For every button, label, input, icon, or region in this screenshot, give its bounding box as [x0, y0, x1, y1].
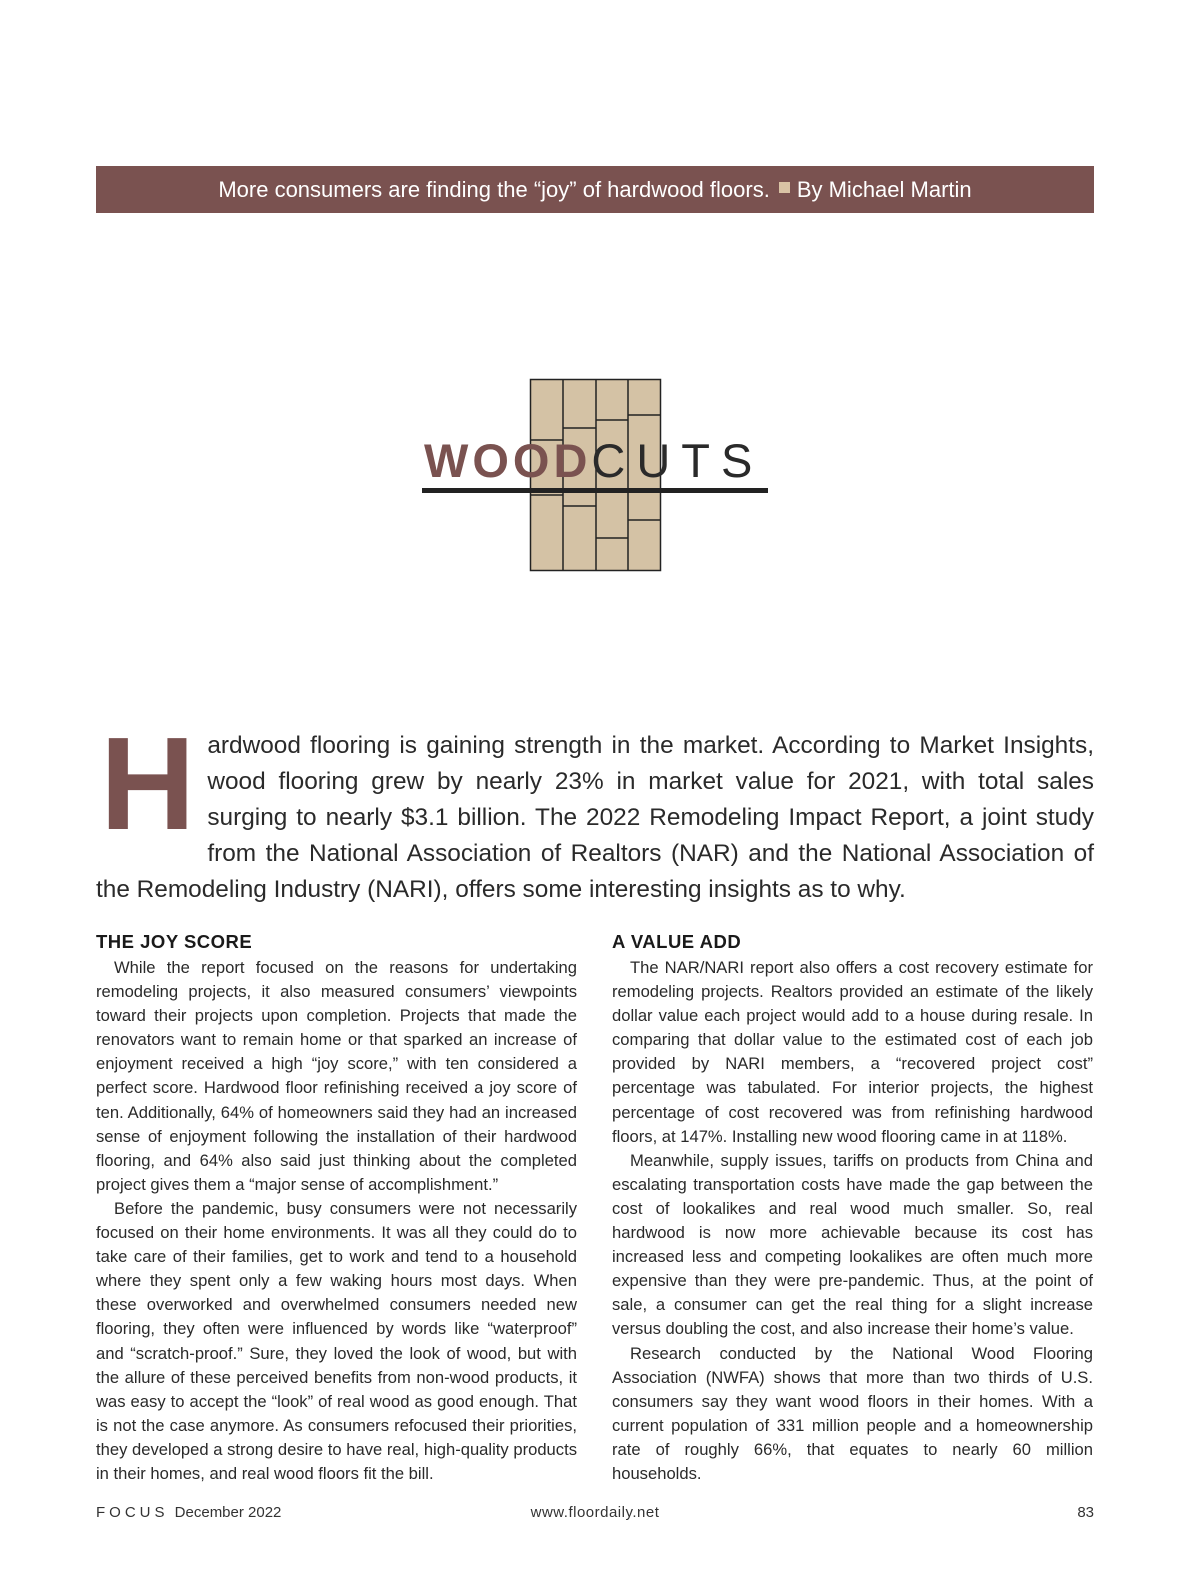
- drop-cap: H: [100, 710, 196, 857]
- left-column: [96, 930, 577, 1486]
- byline: By Michael Martin: [796, 176, 972, 202]
- section-heading-value-add: A VALUE ADD: [612, 931, 742, 952]
- body-paragraph: Meanwhile, supply issues, tariffs on products from China and escalating transportation costs have made the gap between the cost of lookalikes and real wood much smaller. So, real hardwood is now more achievable because its cost has increased less and competing lookalikes are often much more expensive than they were pre-pandemic. Thus, at the point of sale, a consumer can get the real thing for a slight increase versus doubling the cost, and also increase their home’s value.: [612, 1150, 1093, 1339]
- logo-word-wood: WOOD: [424, 434, 592, 487]
- body-paragraph: Before the pandemic, busy consumers were not necessarily focused on their home environments. It was all they could do to take care of their families, get to work and tend to a household where they spent only a few waking hours most days. When these overworked and overwhelmed consumers needed new flooring, they often were influenced by words like “waterproof” and “scratch-proof.” Sure, they loved the look of wood, but with the allure of these perceived benefits from non-wood products, it was easy to accept the “look” of real wood as good enough. That is not the case anymore. As consumers refocused their priorities, they developed a strong desire to have real, high-quality products in their homes, and real wood floors fit the bill.: [96, 1198, 577, 1483]
- page-number: 83: [1077, 1504, 1094, 1521]
- body-paragraph: Research conducted by the National Wood Flooring Association (NWFA) shows that more than two thirds of U.S. consumers say they want wood floors in their homes. With a current population of 331 million people and a homeownership rate of roughly 66%, that equates to nearly 60 million households.: [612, 1343, 1093, 1483]
- article-banner: [96, 166, 1094, 213]
- lede-text: ardwood flooring is gaining strength in the market. According to Market Insights, wood flooring grew by nearly 23% in market value for 2021, with total sales surging to nearly $3.1 billion. The 2022 Remodeling Impact Report, a joint study from the National Association of Realtors (NAR) and the National Association of the Remodeling Industry (NARI), offers some interesting insights as to why.: [96, 732, 1094, 903]
- logo-underline-rule: [422, 488, 768, 493]
- section-heading-joy-score: THE JOY SCORE: [96, 931, 253, 952]
- bullet-square-icon: [779, 182, 790, 193]
- website-link[interactable]: www.floordaily.net: [530, 1504, 660, 1521]
- body-paragraph: The NAR/NARI report also offers a cost recovery estimate for remodeling projects. Realtors provided an estimate of the likely dollar value each project would add to a house during resale. In comparing that dollar value to the estimated cost of each job provided by NARI members, a “recovered project cost” percentage was tabulated. For interior projects, the highest percentage of cost recovered was from refinishing hardwood floors, at 147%. Installing new wood flooring came in at 118%.: [612, 958, 1093, 1146]
- woodcuts-logo-wordmark: [424, 434, 763, 488]
- banner-tagline: More consumers are finding the “joy” of hardwood floors.: [218, 176, 770, 202]
- body-paragraph: While the report focused on the reasons for undertaking remodeling projects, it also measured consumers’ viewpoints toward their projects upon completion. Projects that made the renovators want to remain home or that sparked an increase of enjoyment received a high “joy score,” with ten considered a perfect score. Hardwood floor refinishing received a joy score of ten. Additionally, 64% of homeowners said they had an increased sense of enjoyment following the installation of their hardwood flooring, and 64% also said just thinking about the completed project gives them a “major sense of accomplishment.”: [96, 958, 577, 1194]
- page-footer: [96, 1504, 1094, 1526]
- logo-word-cuts: CUTS: [591, 434, 764, 487]
- magazine-name: FOCUS: [96, 1504, 169, 1521]
- lede-paragraph: [96, 710, 1094, 908]
- issue-date: December 2022: [174, 1504, 282, 1521]
- right-column: [612, 930, 1093, 1486]
